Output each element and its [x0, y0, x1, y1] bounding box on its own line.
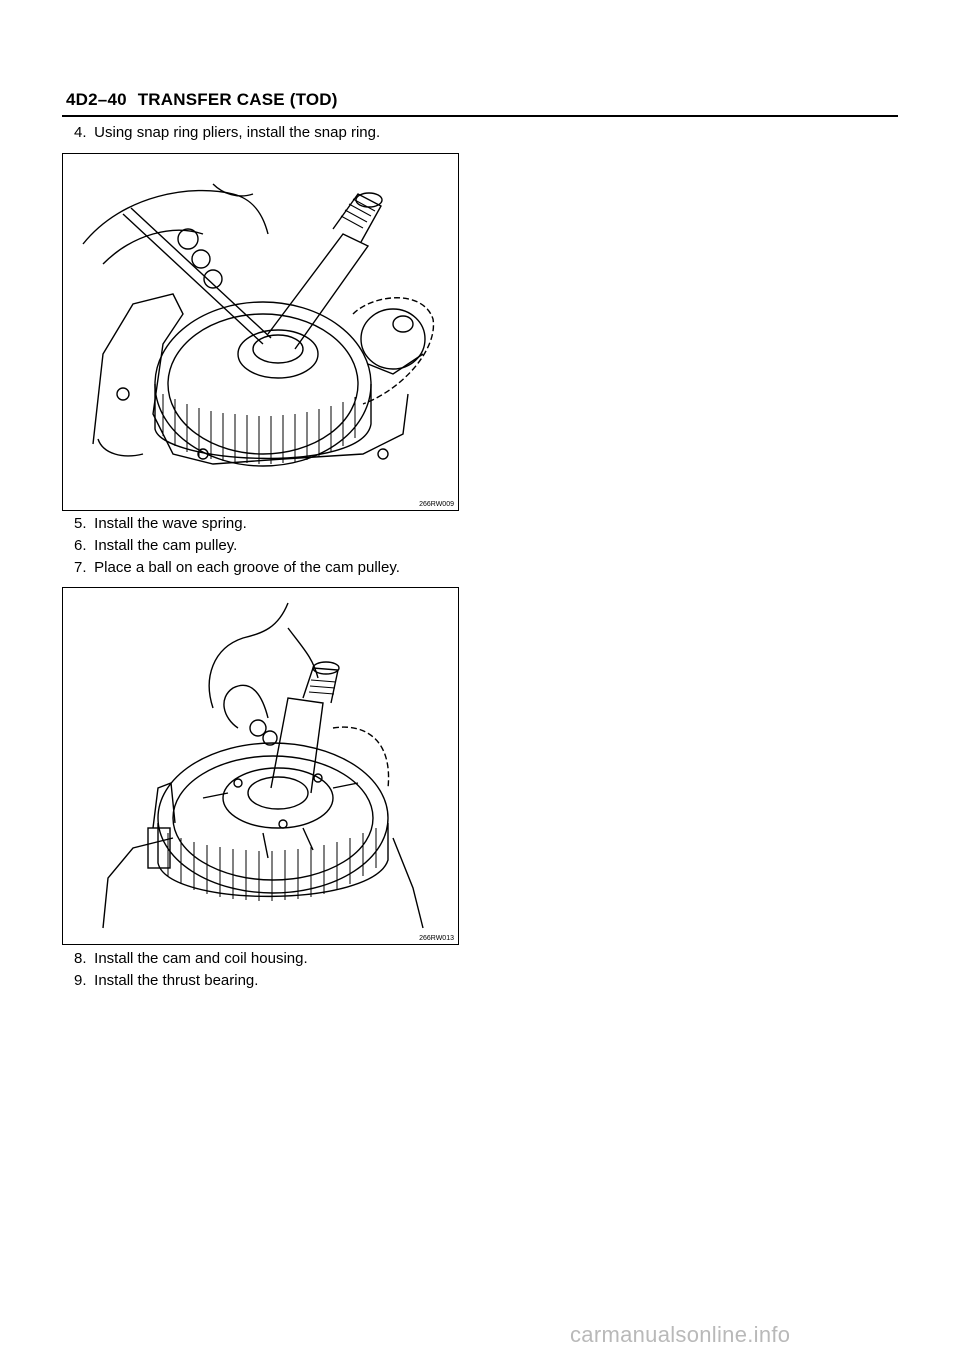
step-number: 6.	[74, 537, 87, 554]
step-text: Install the thrust bearing.	[94, 972, 259, 989]
step-number: 9.	[74, 972, 87, 989]
step-text: Install the cam and coil housing.	[94, 950, 308, 967]
step-number: 7.	[74, 559, 87, 576]
step-text: Install the wave spring.	[94, 515, 247, 532]
step-4	[74, 124, 380, 141]
step-number: 8.	[74, 950, 87, 967]
page-header	[66, 90, 344, 110]
step-text: Install the cam pulley.	[94, 537, 238, 554]
step-9	[74, 972, 258, 989]
page-title: TRANSFER CASE (TOD)	[137, 90, 338, 109]
illustration-snap-ring-pliers	[63, 154, 458, 510]
figure-snap-ring	[62, 153, 459, 511]
step-number: 4.	[74, 124, 87, 141]
figure-code: 266RW013	[419, 935, 454, 942]
step-text: Using snap ring pliers, install the snap ring.	[94, 124, 381, 141]
section-number: 4D2–40	[66, 90, 127, 109]
watermark: carmanualsonline.info	[570, 1322, 791, 1347]
step-5	[74, 515, 247, 532]
step-6	[74, 537, 237, 554]
figure-code: 266RW009	[419, 501, 454, 508]
step-7	[74, 559, 400, 576]
illustration-cam-pulley-balls	[63, 588, 458, 944]
step-text: Place a ball on each groove of the cam pulley.	[94, 559, 400, 576]
figure-cam-pulley	[62, 587, 459, 945]
step-number: 5.	[74, 515, 87, 532]
step-8	[74, 950, 308, 967]
header-rule	[62, 115, 898, 117]
